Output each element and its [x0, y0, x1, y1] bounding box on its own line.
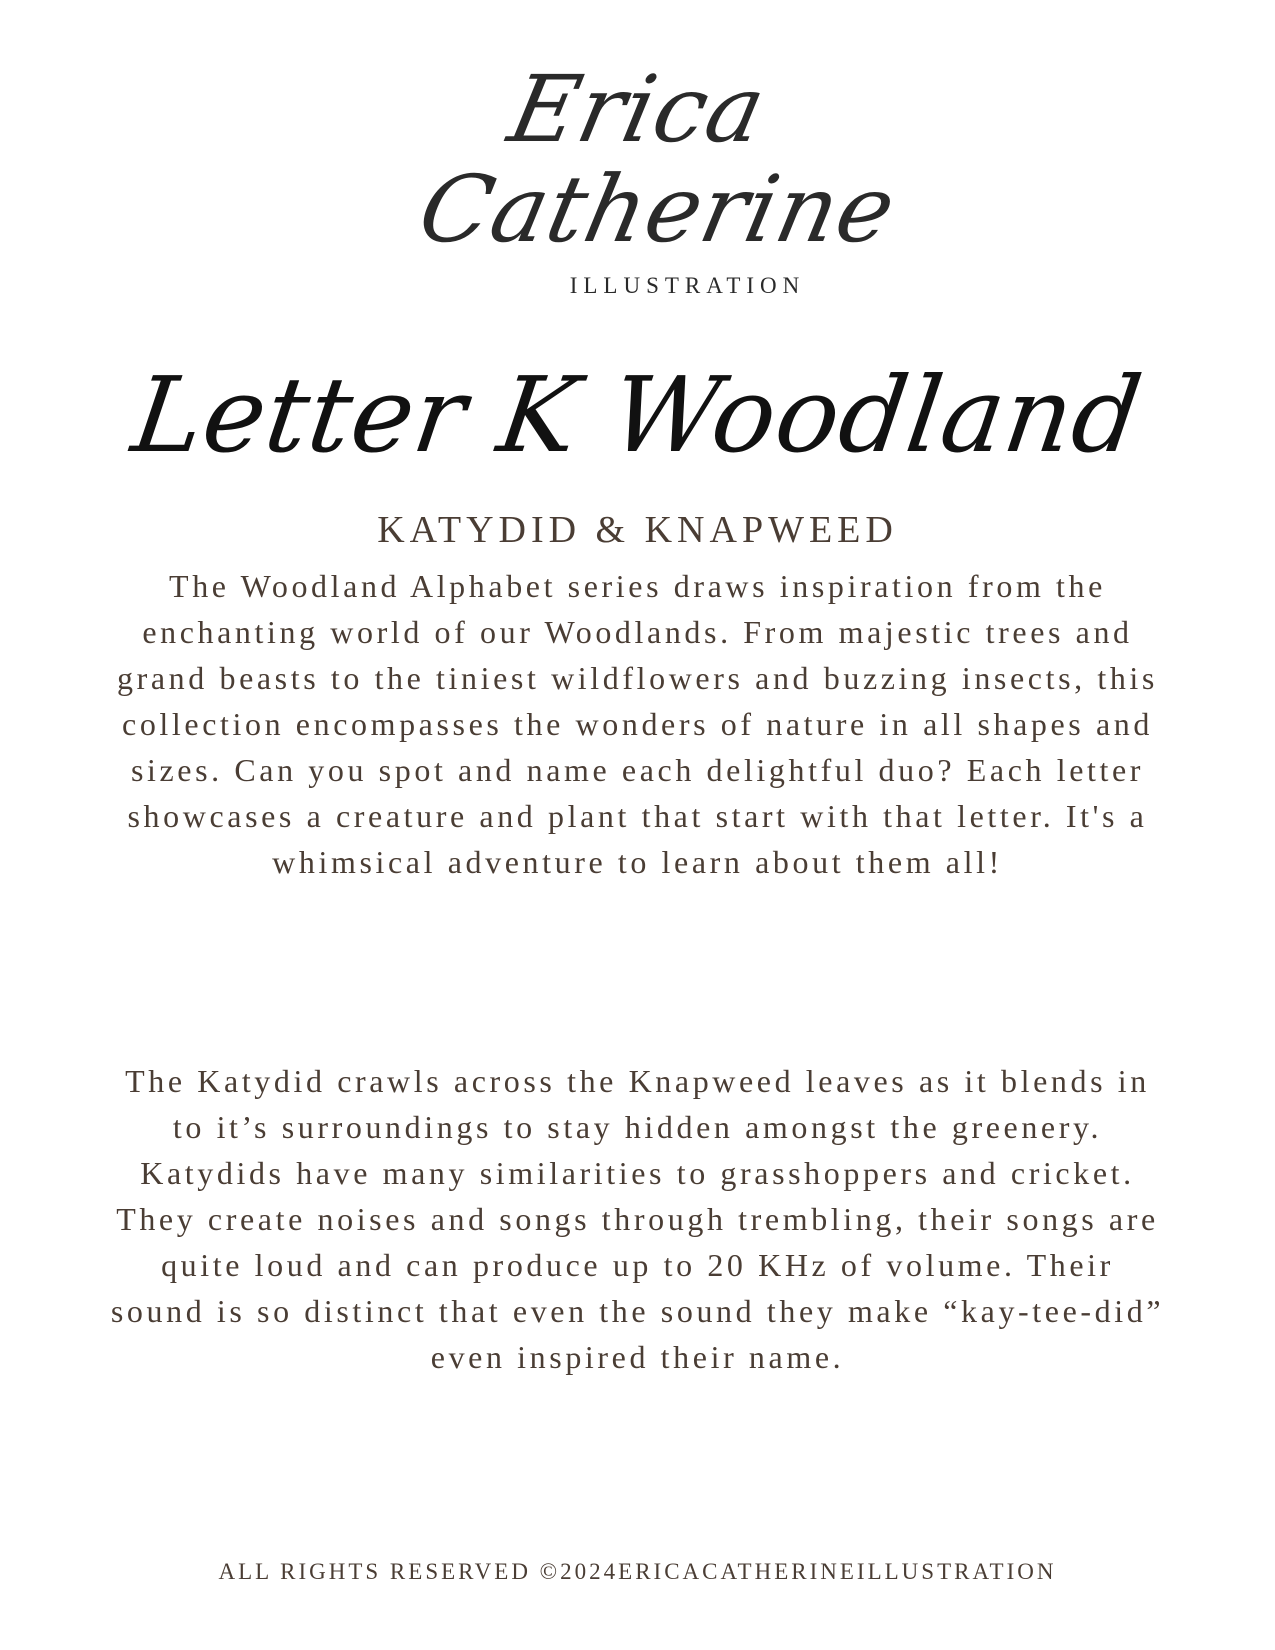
- logo-subtitle: ILLUSTRATION: [569, 273, 806, 298]
- logo-line-first: Erica: [500, 56, 775, 163]
- logo-line-second: Catherine: [410, 156, 905, 263]
- copyright-footer: ALL RIGHTS RESERVED ©2024ERICACATHERINEILLUSTRATION: [218, 1559, 1057, 1584]
- page-title: Letter K Woodland: [125, 354, 1150, 476]
- page-subtitle: KATYDID & KNAPWEED: [377, 509, 898, 551]
- brand-logo: [0, 55, 1275, 305]
- intro-paragraph: The Woodland Alphabet series draws inspiration from the enchanting world of our Woodlands. From majestic trees and grand beasts to the tiniest wildflowers and buzzing insects, this collection encompasses the wonders of nature in all shapes and sizes. Can you spot and name each delightful duo? Each letter showcases a creature and plant that start with that letter. It's a whimsical adventure to learn about them all!: [117, 568, 1158, 880]
- description-paragraph: The Katydid crawls across the Knapweed leaves as it blends in to it’s surroundings to stay hidden amongst the greenery. Katydids have many similarities to grasshoppers and cricket. They create noises and songs through trembling, their songs are quite loud and can produce up to 20 KHz of volume. Their sound is so distinct that even the sound they make “kay-tee-did” even inspired their name.: [110, 1063, 1165, 1375]
